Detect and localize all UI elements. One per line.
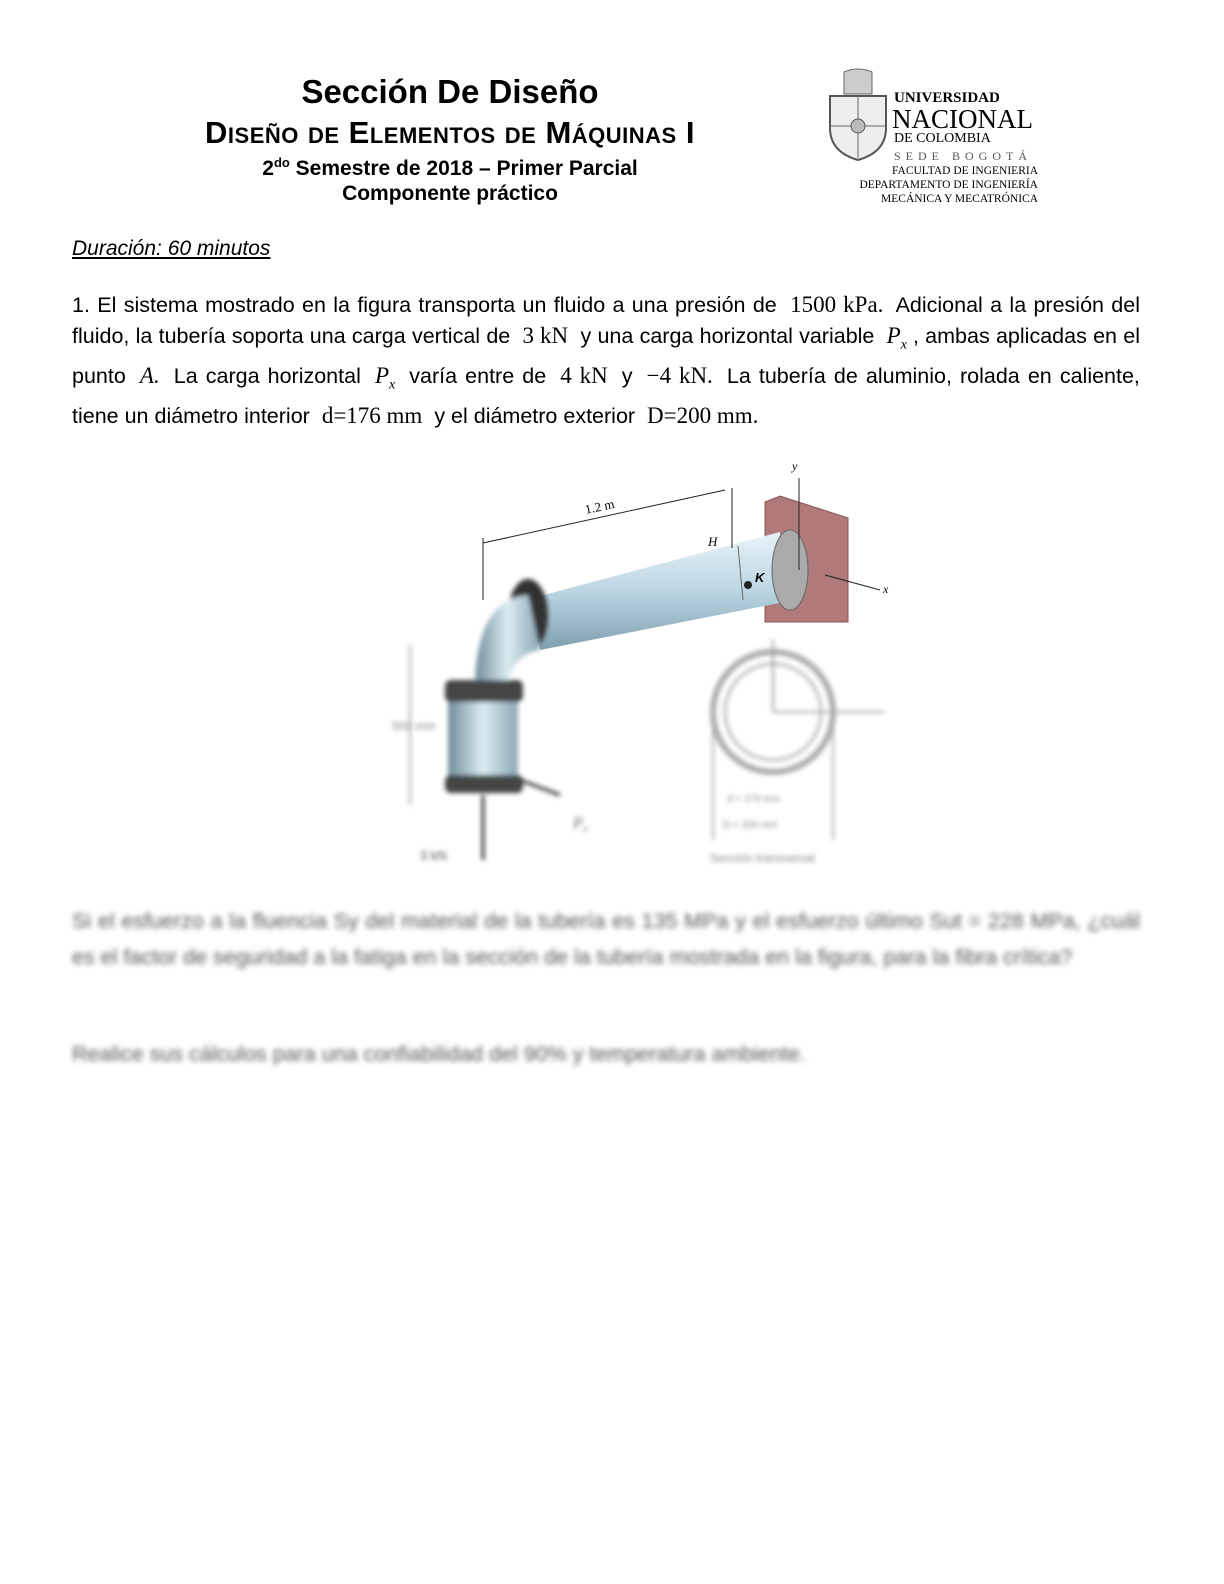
text: 1. El sistema mostrado en la figura transporta un fluido a una presión de — [72, 293, 777, 317]
text: y el diámetro exterior — [434, 403, 636, 428]
semester-ordinal: do — [273, 155, 290, 170]
exam-semester — [150, 155, 750, 181]
point-h-label: H — [708, 534, 718, 549]
wall-flange — [772, 530, 808, 610]
faculty-name: FACULTAD DE INGENIERIA — [891, 165, 1038, 177]
load-label: 3 kN — [420, 848, 447, 863]
question-text: Si el esfuerzo a la fluencia Sy del material de la tubería es 135 MPa y el esfuerzo último Sut = 228 MPa, ¿cuál es el factor de seguridad a la fatiga en la sección de la tubería mostrada en la figura, para la fibra crítica? — [72, 909, 1140, 969]
horizontal-pipe — [525, 532, 785, 650]
x-axis-label: x — [883, 582, 889, 596]
px-symbol-2 — [369, 362, 401, 393]
length-label: 1.2 m — [583, 496, 616, 517]
px-letter: P — [374, 362, 389, 388]
exam-duration: Duración: 60 minutos — [72, 237, 271, 260]
point-k-marker — [744, 581, 752, 589]
logo-line4: SEDE BOGOTÁ — [894, 149, 1032, 163]
logo-line2: NACIONAL — [892, 104, 1033, 134]
question-instructions: Realice sus cálculos para una confiabilidad del 90% y temperatura ambiente. — [72, 1042, 806, 1066]
text: y — [621, 363, 633, 388]
y-axis-label: y — [792, 459, 798, 473]
text: La carga horizontal — [173, 363, 361, 388]
problem-statement — [72, 290, 1140, 431]
px-subscript: x — [389, 377, 396, 393]
text: Adicional a la presión del fluido, la tubería soporta una carga vertical de — [72, 293, 1140, 348]
px-label: $P_x$ — [573, 815, 588, 835]
course-title: Diseño de Elementos de Máquinas I — [205, 115, 695, 150]
logo-line1: UNIVERSIDAD — [894, 90, 1000, 106]
text: , ambas aplicadas en el punto — [72, 323, 1140, 388]
px-symbol — [881, 322, 913, 353]
coat-of-arms-icon — [822, 68, 894, 163]
inner-diameter-value: d=176 mm — [321, 402, 423, 428]
px-letter: P — [886, 322, 901, 348]
department-name: DEPARTAMENTO DE INGENIERÍA — [859, 179, 1038, 191]
section-title: Sección De Diseño — [301, 73, 599, 110]
vertical-load-value: 3 kN — [522, 322, 569, 348]
university-logo — [820, 68, 1045, 213]
text: La tubería de aluminio, rolada en caliente, tiene un diámetro interior — [72, 363, 1140, 428]
px-subscript: x — [900, 337, 907, 353]
point-k-label: K — [755, 570, 765, 585]
pipe-figure — [380, 450, 900, 880]
inner-diameter-label: d = 176 mm — [727, 794, 781, 805]
exam-component: Componente práctico — [342, 182, 558, 205]
horizontal-max-value: 4 kN — [560, 362, 608, 388]
cross-section-caption: Sección transversal — [710, 851, 815, 865]
text: varía entre de — [409, 363, 547, 388]
pressure-value: 1500 kPa. — [790, 292, 884, 317]
logo-line3: DE COLOMBIA — [894, 131, 991, 146]
semester-text: Semestre de 2018 – Primer Parcial — [289, 157, 638, 180]
vertical-dim-label: 500 mm — [392, 719, 436, 733]
outer-diameter-value: D=200 mm. — [647, 402, 759, 428]
department-name-2: MECÁNICA Y MECATRÓNICA — [881, 193, 1038, 205]
horizontal-min-value: −4 kN. — [646, 362, 713, 388]
text: y una carga horizontal variable — [580, 323, 875, 348]
point-a: A. — [139, 362, 160, 388]
outer-diameter-label: D = 200 mm — [723, 820, 778, 831]
semester-number: 2 — [262, 157, 274, 180]
